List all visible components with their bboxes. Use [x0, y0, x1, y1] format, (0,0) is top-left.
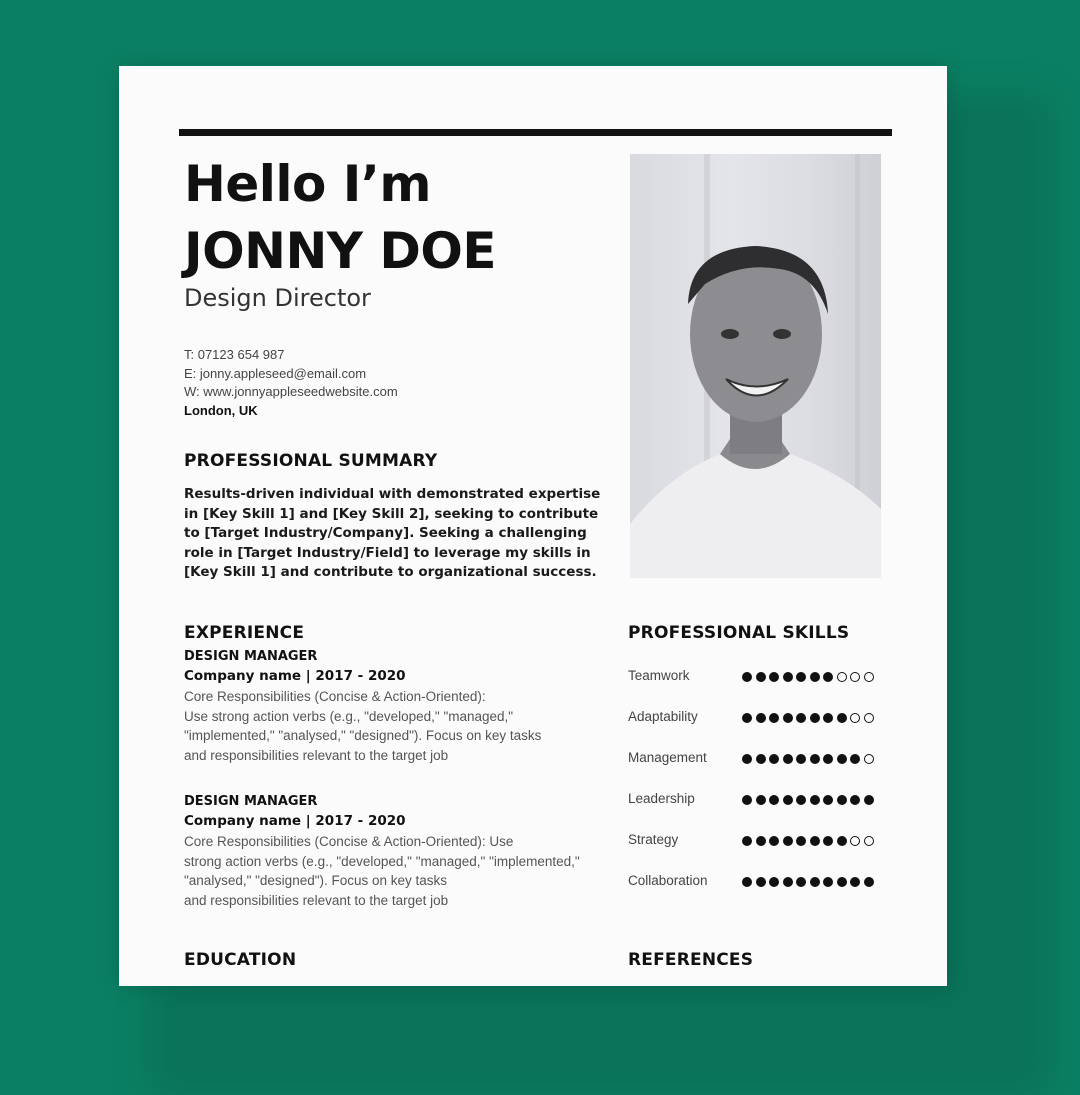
job-description-line: Core Responsibilities (Concise & Action-Oriented):: [184, 689, 486, 704]
filled-dot: [823, 754, 833, 764]
filled-dot: [837, 795, 847, 805]
filled-dot: [823, 795, 833, 805]
filled-dot: [756, 795, 766, 805]
filled-dot: [769, 795, 779, 805]
skill-label: Leadership: [628, 791, 695, 806]
filled-dot: [756, 754, 766, 764]
top-rule: [179, 129, 892, 136]
skill-row: [628, 748, 888, 768]
contact-phone: T: 07123 654 987: [184, 347, 285, 362]
job-description: [184, 687, 614, 765]
filled-dot: [837, 754, 847, 764]
filled-dot: [756, 836, 766, 846]
filled-dot: [837, 836, 847, 846]
skill-rating: [742, 792, 877, 810]
job-company: Company name | 2017 - 2020: [184, 668, 406, 684]
filled-dot: [783, 713, 793, 723]
filled-dot: [769, 713, 779, 723]
empty-dot: [850, 836, 860, 846]
job-description: [184, 832, 614, 910]
filled-dot: [796, 754, 806, 764]
filled-dot: [810, 877, 820, 887]
filled-dot: [742, 836, 752, 846]
skill-label: Collaboration: [628, 873, 708, 888]
skill-rating: [742, 833, 877, 851]
filled-dot: [783, 836, 793, 846]
skill-label: Teamwork: [628, 668, 690, 683]
filled-dot: [810, 713, 820, 723]
filled-dot: [756, 713, 766, 723]
filled-dot: [810, 795, 820, 805]
empty-dot: [850, 672, 860, 682]
skills-heading: PROFESSIONAL SKILLS: [628, 623, 850, 643]
filled-dot: [810, 836, 820, 846]
filled-dot: [864, 877, 874, 887]
job-title: Design Director: [184, 284, 371, 312]
summary-heading: PROFESSIONAL SUMMARY: [184, 451, 438, 471]
skill-row: [628, 789, 888, 809]
filled-dot: [810, 754, 820, 764]
filled-dot: [837, 877, 847, 887]
empty-dot: [850, 713, 860, 723]
skill-row: [628, 871, 888, 891]
empty-dot: [864, 672, 874, 682]
filled-dot: [783, 672, 793, 682]
education-heading: EDUCATION: [184, 950, 297, 970]
resume-page: [119, 66, 947, 986]
filled-dot: [769, 836, 779, 846]
filled-dot: [796, 713, 806, 723]
job-description-line: strong action verbs (e.g., "developed," "managed," "implemented,": [184, 853, 580, 869]
job-description-line: Use strong action verbs (e.g., "developed," "managed,": [184, 708, 514, 724]
empty-dot: [864, 754, 874, 764]
job-role: DESIGN MANAGER: [184, 649, 318, 664]
greeting: Hello I’m: [184, 155, 431, 213]
profile-photo: [630, 154, 881, 578]
job-description-line: "implemented," "analysed," "designed"). Focus on key tasks: [184, 728, 542, 743]
skill-label: Management: [628, 750, 707, 765]
skill-row: [628, 830, 888, 850]
skill-row: [628, 666, 888, 686]
skill-rating: [742, 669, 877, 687]
filled-dot: [837, 713, 847, 723]
skill-rating: [742, 710, 877, 728]
filled-dot: [850, 795, 860, 805]
filled-dot: [823, 713, 833, 723]
filled-dot: [823, 836, 833, 846]
empty-dot: [864, 713, 874, 723]
job-company: Company name | 2017 - 2020: [184, 813, 406, 829]
empty-dot: [837, 672, 847, 682]
filled-dot: [823, 672, 833, 682]
filled-dot: [864, 795, 874, 805]
job-description-line: Core Responsibilities (Concise & Action-Oriented): Use: [184, 834, 514, 849]
filled-dot: [823, 877, 833, 887]
filled-dot: [756, 672, 766, 682]
filled-dot: [742, 754, 752, 764]
filled-dot: [742, 713, 752, 723]
summary-text: Results-driven individual with demonstrated expertise in [Key Skill 1] and [Key Skill 2], seeking to contribute to [Target Industry/Company]. Seeking a challenging role in [Target Industry/Field] to leverage my skills in [Key Skill 1] and contribute to organizational success.: [184, 486, 601, 580]
filled-dot: [796, 877, 806, 887]
job-description-line: and responsibilities relevant to the target job: [184, 747, 449, 763]
filled-dot: [742, 795, 752, 805]
filled-dot: [742, 672, 752, 682]
references-heading: REFERENCES: [628, 950, 754, 970]
filled-dot: [769, 754, 779, 764]
contact-website: W: www.jonnyappleseedwebsite.com: [184, 384, 398, 399]
candidate-name: JONNY DOE: [184, 222, 497, 280]
filled-dot: [810, 672, 820, 682]
empty-dot: [864, 836, 874, 846]
job-role: DESIGN MANAGER: [184, 794, 318, 809]
filled-dot: [769, 672, 779, 682]
skill-rating: [742, 751, 877, 769]
skill-rating: [742, 874, 877, 892]
skill-label: Strategy: [628, 832, 679, 847]
filled-dot: [850, 754, 860, 764]
filled-dot: [756, 877, 766, 887]
experience-heading: EXPERIENCE: [184, 623, 305, 643]
skill-row: [628, 707, 888, 727]
filled-dot: [783, 877, 793, 887]
filled-dot: [742, 877, 752, 887]
experience-item: [184, 649, 614, 765]
filled-dot: [783, 754, 793, 764]
filled-dot: [796, 672, 806, 682]
experience-item: [184, 794, 614, 910]
filled-dot: [850, 877, 860, 887]
contact-block: [184, 346, 398, 420]
portrait-illustration: [630, 154, 881, 578]
filled-dot: [796, 795, 806, 805]
contact-email: E: jonny.appleseed@email.com: [184, 365, 367, 381]
job-description-line: "analysed," "designed"). Focus on key tasks: [184, 873, 448, 888]
contact-location: London, UK: [184, 402, 258, 418]
job-description-line: and responsibilities relevant to the target job: [184, 892, 449, 908]
filled-dot: [796, 836, 806, 846]
skill-label: Adaptability: [628, 709, 698, 724]
filled-dot: [783, 795, 793, 805]
filled-dot: [769, 877, 779, 887]
